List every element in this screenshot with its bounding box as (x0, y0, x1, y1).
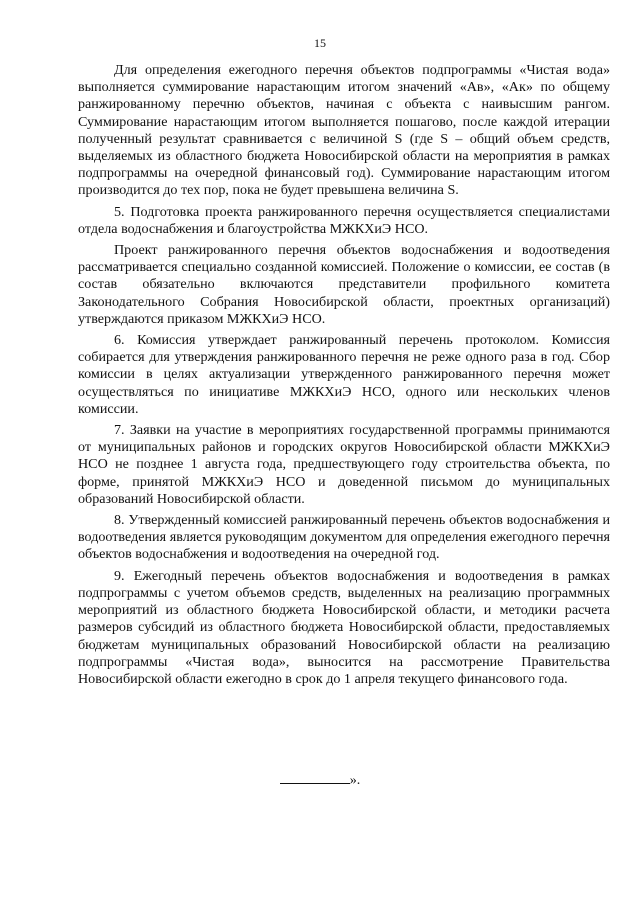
paragraph-item-5: 5. Подготовка проекта ранжированного перечня осуществляется специалистами отдела водоснабжения и благоустройства МЖКХиЭ НСО. (78, 203, 610, 237)
closing-rule (280, 771, 350, 784)
paragraph-item-6: 6. Комиссия утверждает ранжированный перечень протоколом. Комиссия собирается для утверждения ранжированного перечня не реже одного раза в год. Сбор комиссии в целях актуализации утвержденного ранжированного перечня может осуществляться по инициативе МЖКХиЭ НСО, одного или нескольких членов комиссии. (78, 332, 610, 417)
paragraph-commission-review: Проект ранжированного перечня объектов водоснабжения и водоотведения рассматривается специально созданной комиссией. Положение о комиссии, ее состав (в состав обязательно включаются представители профильного комитета Законодательного Собрания Новосибирской области, проектных организаций) утверждаются приказом МЖКХиЭ НСО. (78, 242, 610, 327)
paragraph-item-7: 7. Заявки на участие в мероприятиях государственной программы принимаются от муниципальных районов и городских округов Новосибирской области МЖКХиЭ НСО не позднее 1 августа года, предшествующего году строительства объекта, по форме, принятой МЖКХиЭ НСО и доведенной письмом до муниципальных образований Новосибирской области. (78, 422, 610, 507)
paragraph-item-9: 9. Ежегодный перечень объектов водоснабжения и водоотведения в рамках подпрограммы с учетом объемов средств, выделенных на реализацию программных мероприятий из областного бюджета Новосибирской области, и методики расчета размеров субсидий из областного бюджета Новосибирской области, предоставляемых бюджетам муниципальных образований Новосибирской области на реализацию подпрограммы «Чистая вода», выносится на рассмотрение Правительства Новосибирской области ежегодно в срок до 1 апреля текущего финансового года. (78, 567, 610, 687)
closing-mark: ». (349, 772, 361, 788)
paragraph-summation: Для определения ежегодного перечня объектов подпрограммы «Чистая вода» выполняется суммирование нарастающим итогом значений «Ав», «Ак» по общему ранжированному перечню объектов, начиная с объекта с наивысшим рангом. Суммирование нарастающим итогом выполняется пошагово, после каждой итерации полученный результат сравнивается с величиной S (где S – общий объем средств, выделяемых из областного бюджета Новосибирской области на мероприятия в рамках подпрограммы на очередной финансовый год). Суммирование нарастающим итогом производится до тех пор, пока не будет превышена величина S. (78, 62, 610, 199)
document-body (78, 62, 610, 688)
closing-line (0, 771, 640, 789)
paragraph-item-8: 8. Утвержденный комиссией ранжированный перечень объектов водоснабжения и водоотведения является руководящим документом для определения ежегодного перечня объектов водоснабжения и водоотведения на очередной год. (78, 512, 610, 563)
page-number: 15 (314, 36, 326, 50)
